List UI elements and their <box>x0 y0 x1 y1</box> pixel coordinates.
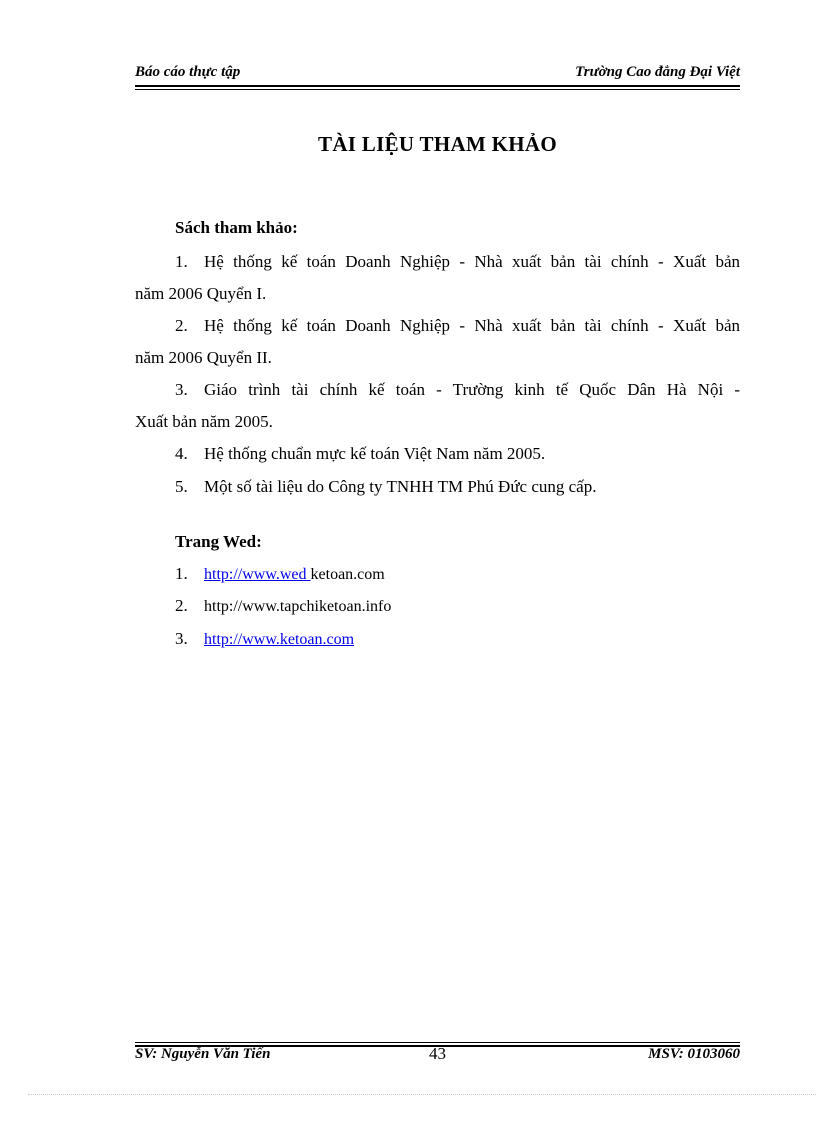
web-item-1 <box>175 564 385 584</box>
book-item-2-continuation: năm 2006 Quyển II. <box>135 348 272 367</box>
book-item-1-number: 1. <box>175 252 188 271</box>
web-item-2 <box>175 596 391 616</box>
page-header <box>135 64 740 86</box>
book-item-5 <box>175 477 596 497</box>
page-footer <box>135 1046 740 1068</box>
book-item-5-number: 5. <box>175 477 188 496</box>
book-item-3-text: Giáo trình tài chính kế toán - Trường kinh tế Quốc Dân Hà Nội - <box>204 380 740 399</box>
book-item-3-number: 3. <box>175 380 188 399</box>
books-heading: Sách tham khảo: <box>175 218 298 237</box>
book-item-2-text: Hệ thống kế toán Doanh Nghiệp - Nhà xuất bản tài chính - Xuất bản <box>204 316 740 335</box>
page-title: TÀI LIỆU THAM KHẢO <box>318 132 557 156</box>
footer-student-id: MSV: 0103060 <box>648 1046 740 1062</box>
footer-student-name: SV: Nguyễn Văn Tiến <box>135 1046 271 1062</box>
page-edge-dotted-line <box>28 1094 816 1095</box>
web-item-1-link[interactable]: http://www.wed <box>204 566 311 583</box>
web-item-2-number: 2. <box>175 596 188 615</box>
web-item-3 <box>175 629 354 649</box>
book-item-4 <box>175 444 545 464</box>
web-item-1-rest: ketoan.com <box>310 566 385 583</box>
web-heading: Trang Wed: <box>175 532 262 551</box>
book-item-5-text: Một số tài liệu do Công ty TNHH TM Phú Đức cung cấp. <box>204 477 597 496</box>
header-school-name: Trường Cao đẳng Đại Việt <box>575 64 740 80</box>
book-item-4-text: Hệ thống chuẩn mực kế toán Việt Nam năm 2005. <box>204 444 546 463</box>
header-report-title: Báo cáo thực tập <box>135 64 241 80</box>
book-item-1-text: Hệ thống kế toán Doanh Nghiệp - Nhà xuất bản tài chính - Xuất bản <box>204 252 740 271</box>
book-item-2 <box>135 310 740 374</box>
header-rule-thick <box>135 85 740 87</box>
footer-rule-thin <box>135 1042 740 1043</box>
book-item-3-continuation: Xuất bản năm 2005. <box>135 412 273 431</box>
book-item-3 <box>135 374 740 438</box>
header-rule-thin <box>135 89 740 90</box>
page-number: 43 <box>429 1044 446 1063</box>
web-item-1-number: 1. <box>175 564 188 583</box>
book-item-2-number: 2. <box>175 316 188 335</box>
book-item-1 <box>135 246 740 310</box>
book-item-1-continuation: năm 2006 Quyển I. <box>135 284 267 303</box>
web-item-3-link[interactable]: http://www.ketoan.com <box>204 631 355 648</box>
web-item-3-number: 3. <box>175 629 188 648</box>
book-item-4-number: 4. <box>175 444 188 463</box>
web-item-2-text: http://www.tapchiketoan.info <box>204 598 392 615</box>
